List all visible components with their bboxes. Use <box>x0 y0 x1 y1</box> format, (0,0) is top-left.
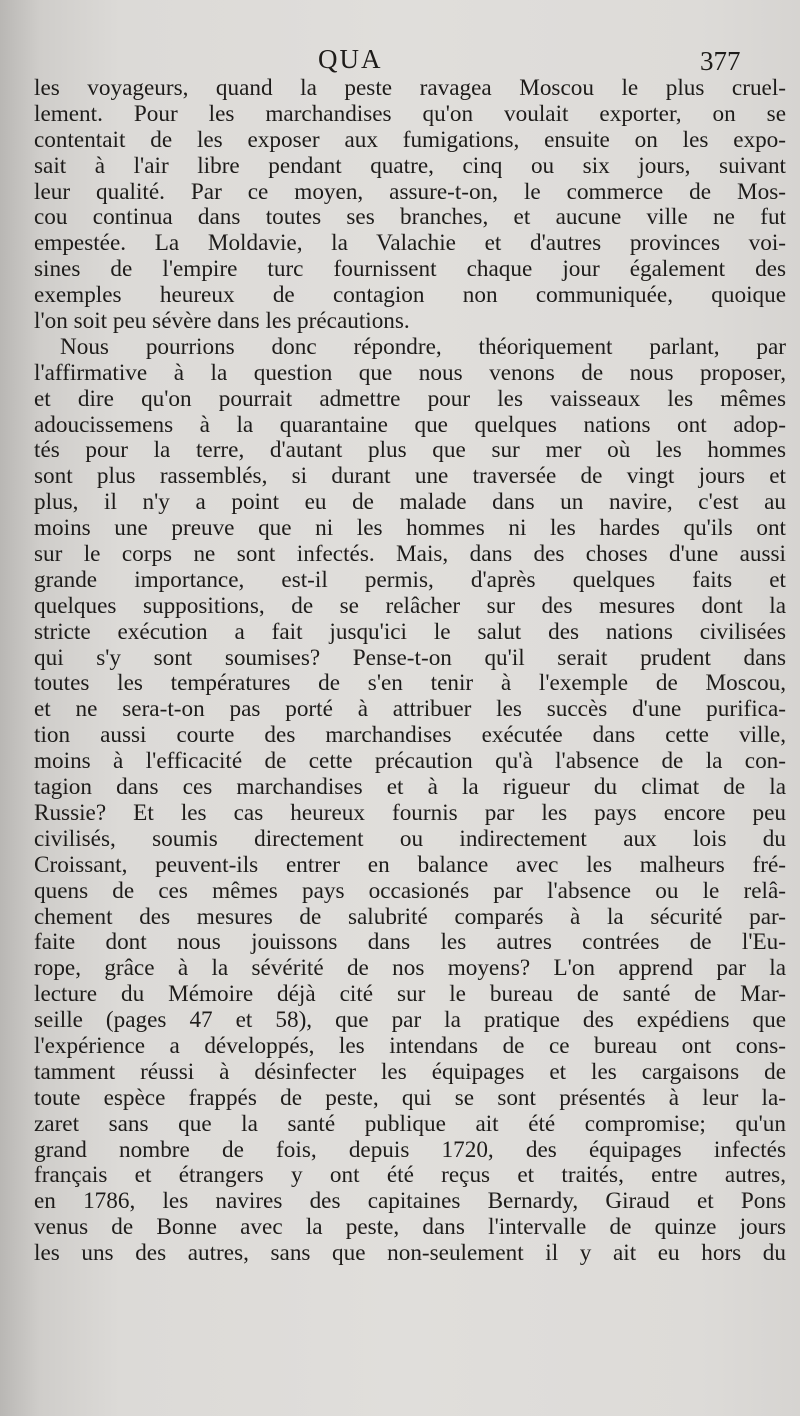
text-line: chement des mesures de salubrité comparés à la sécurité par- <box>34 903 786 930</box>
text-line: stricte exécution a fait jusqu'ici le salut des nations civilisées <box>34 618 786 645</box>
text-line: sont plus rassemblés, si durant une traversée de vingt jours et <box>34 463 786 490</box>
text-line: venus de Bonne avec la peste, dans l'intervalle de quinze jours <box>34 1214 786 1241</box>
text-line: zaret sans que la santé publique ait été compromise; qu'un <box>34 1110 786 1137</box>
text-line: sait à l'air libre pendant quatre, cinq ou six jours, suivant <box>34 152 786 179</box>
text-line: toutes les températures de s'en tenir à l'exemple de Moscou, <box>34 670 786 697</box>
text-line: et ne sera-t-on pas porté à attribuer les succès d'une purifica- <box>34 696 786 723</box>
text-line: en 1786, les navires des capitaines Bernardy, Giraud et Pons <box>34 1188 786 1215</box>
text-line: sines de l'empire turc fournissent chaque jour également des <box>34 256 786 283</box>
text-line: grand nombre de fois, depuis 1720, des équipages infectés <box>34 1136 786 1163</box>
text-line: moins à l'efficacité de cette précaution qu'à l'absence de la con- <box>34 748 786 775</box>
text-line: rope, grâce à la sévérité de nos moyens? L'on apprend par la <box>34 955 786 982</box>
running-head: QUA <box>318 44 383 74</box>
text-line: Russie? Et les cas heureux fournis par les pays encore peu <box>34 799 786 826</box>
page-number: 377 <box>700 46 741 76</box>
body-text <box>34 76 786 1267</box>
text-line: cou continua dans toutes ses branches, et aucune ville ne fut <box>34 204 786 231</box>
text-line: quens de ces mêmes pays occasionés par l'absence ou le relâ- <box>34 877 786 904</box>
text-line: tamment réussi à désinfecter les équipages et les cargaisons de <box>34 1058 786 1085</box>
text-line: grande importance, est-il permis, d'après quelques faits et <box>34 566 786 593</box>
text-line: lement. Pour les marchandises qu'on voulait exporter, on se <box>34 100 786 127</box>
text-line: et dire qu'on pourrait admettre pour les vaisseaux les mêmes <box>34 385 786 412</box>
text-line: toute espèce frappés de peste, qui se sont présentés à leur la- <box>34 1084 786 1111</box>
text-line: quelques suppositions, de se relâcher sur des mesures dont la <box>34 592 786 619</box>
text-line: l'affirmative à la question que nous venons de nous proposer, <box>34 359 786 386</box>
text-line: les uns des autres, sans que non-seulement il y ait eu hors du <box>34 1240 786 1267</box>
text-line: adoucissemens à la quarantaine que quelques nations ont adop- <box>34 411 786 438</box>
text-line: empestée. La Moldavie, la Valachie et d'autres provinces voi- <box>34 230 786 257</box>
text-line: contentait de les exposer aux fumigations, ensuite on les expo- <box>34 126 786 153</box>
text-line: Croissant, peuvent-ils entrer en balance avec les malheurs fré- <box>34 851 786 878</box>
text-line: seille (pages 47 et 58), que par la pratique des expédiens que <box>34 1007 786 1034</box>
text-line: leur qualité. Par ce moyen, assure-t-on, le commerce de Mos- <box>34 178 786 205</box>
text-line: moins une preuve que ni les hommes ni les hardes qu'ils ont <box>34 515 786 542</box>
text-line: tion aussi courte des marchandises exécutée dans cette ville, <box>34 722 786 749</box>
text-line: l'expérience a développés, les intendans de ce bureau ont cons- <box>34 1032 786 1059</box>
text-line: français et étrangers y ont été reçus et traités, entre autres, <box>34 1162 786 1189</box>
text-line: faite dont nous jouissons dans les autres contrées de l'Eu- <box>34 929 786 956</box>
text-line: sur le corps ne sont infectés. Mais, dans des choses d'une aussi <box>34 541 786 568</box>
text-line: civilisés, soumis directement ou indirectement aux lois du <box>34 825 786 852</box>
text-line: qui s'y sont soumises? Pense-t-on qu'il serait prudent dans <box>34 644 786 671</box>
text-line: tagion dans ces marchandises et à la rigueur du climat de la <box>34 774 786 801</box>
text-line: plus, il n'y a point eu de malade dans un navire, c'est au <box>34 489 786 516</box>
text-line: l'on soit peu sévère dans les précautions. <box>34 308 410 335</box>
text-line: lecture du Mémoire déjà cité sur le bureau de santé de Mar- <box>34 981 786 1008</box>
text-line: Nous pourrions donc répondre, théoriquement parlant, par <box>60 333 786 360</box>
text-line: exemples heureux de contagion non communiquée, quoique <box>34 282 786 309</box>
page-header <box>0 38 800 78</box>
text-line: les voyageurs, quand la peste ravagea Moscou le plus cruel- <box>34 75 786 101</box>
text-line: tés pour la terre, d'autant plus que sur mer où les hommes <box>34 437 786 464</box>
